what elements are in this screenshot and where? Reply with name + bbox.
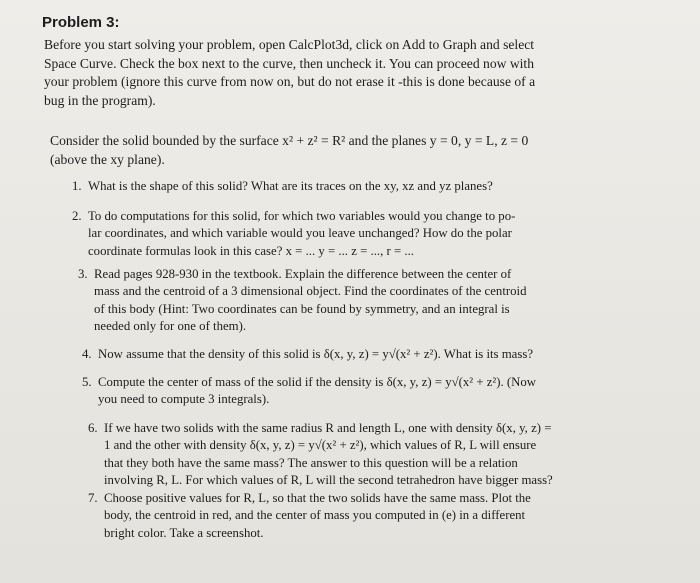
question-text: involving R, L. For which values of R, L will the second tetrahedron have bigger mass? [104,472,553,487]
question-text: lar coordinates, and which variable would you leave unchanged? How do the polar [88,226,512,241]
question-number: 7. [88,491,98,505]
question-text: What is the shape of this solid? What are its traces on the xy, xz and yz planes? [88,179,493,193]
question-text: 1 and the other with density δ(x, y, z) = y√(x² + z²), which values of R, L will ensure [104,438,537,453]
intro-paragraph [44,36,584,110]
question-text: To do computations for this solid, for which two variables would you change to po- [88,209,516,223]
question-text: mass and the centroid of a 3 dimensional object. Find the coordinates of the centroid [94,284,527,299]
question-text: If we have two solids with the same radius R and length L, one with density δ(x, y, z) = [104,421,552,435]
problem-title: Problem 3: [42,14,120,31]
question-text: bright color. Take a screenshot. [104,525,264,540]
question-text: Now assume that the density of this solid is δ(x, y, z) = y√(x² + z²). What is its mass? [98,347,534,361]
question-text: that they both have the same mass? The answer to this question will be a relation [104,455,518,470]
question-number: 4. [82,347,92,361]
question-7 [88,490,608,542]
question-text: needed only for one of them). [94,318,247,333]
question-text: you need to compute 3 integrals). [98,392,270,407]
problem-statement [50,131,590,169]
statement-line: (above the xy plane). [50,152,165,167]
question-number: 1. [72,179,82,193]
question-number: 5. [82,375,92,389]
question-text: Read pages 928-930 in the textbook. Explain the difference between the center of [94,267,512,281]
question-number: 6. [88,421,98,435]
question-3 [78,266,598,335]
question-text: of this body (Hint: Two coordinates can be found by symmetry, and an integral is [94,301,510,316]
question-text: body, the centroid in red, and the center of mass you computed in (e) in a different [104,508,526,523]
statement-line: Consider the solid bounded by the surface x² + z² = R² and the planes y = 0, y = L, z = 0 [50,133,529,148]
question-text: Choose positive values for R, L, so that the two solids have the same mass. Plot the [104,491,531,505]
question-number: 3. [78,267,88,281]
question-5 [82,374,602,409]
question-2 [72,208,592,260]
question-number: 2. [72,209,82,223]
question-text: Compute the center of mass of the solid if the density is δ(x, y, z) = y√(x² + z²). (Now [98,375,537,389]
question-4 [82,346,602,363]
question-1 [72,178,592,195]
intro-line: bug in the program). [44,92,156,108]
intro-line: Before you start solving your problem, open CalcPlot3d, click on Add to Graph and select [44,37,535,52]
question-text: coordinate formulas look in this case? x = ... y = ... z = ..., r = ... [88,243,414,258]
question-6 [88,420,608,489]
intro-line: your problem (ignore this curve from now on, but do not erase it -this is done because of a [44,74,536,90]
intro-line: Space Curve. Check the box next to the curve, then uncheck it. You can proceed now with [44,55,534,71]
